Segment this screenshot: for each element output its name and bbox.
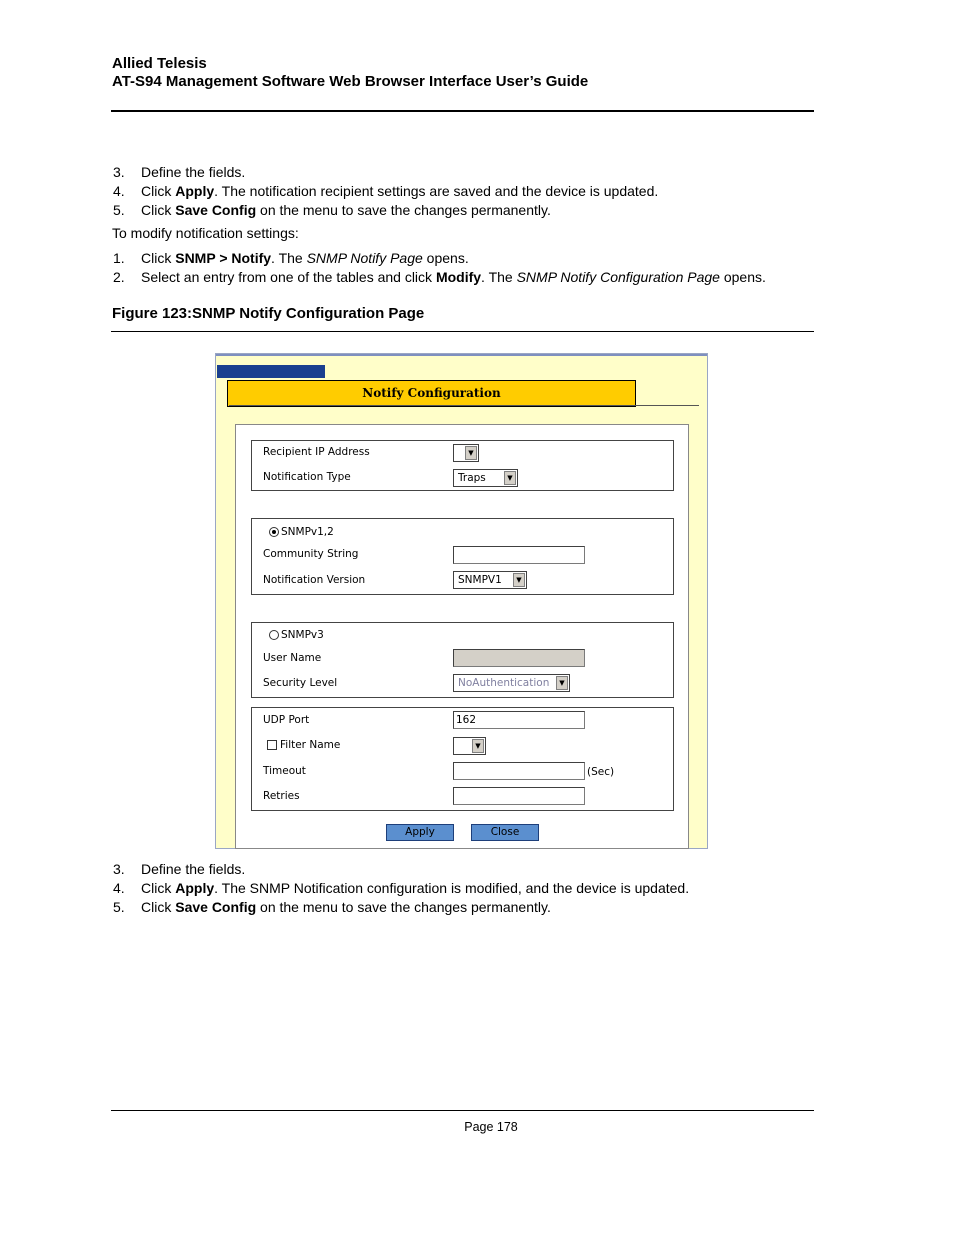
form-body — [235, 424, 689, 849]
community-string-input[interactable] — [453, 546, 585, 564]
snmpv3-label: SNMPv3 — [281, 629, 324, 641]
retries-label: Retries — [263, 790, 300, 802]
bold-term: Apply — [175, 880, 215, 896]
security-level-select[interactable] — [453, 674, 570, 692]
user-name-input[interactable] — [453, 649, 585, 667]
notification-type-value: Traps — [458, 472, 486, 484]
timeout-unit: (Sec) — [587, 766, 615, 778]
notification-version-select[interactable] — [453, 571, 527, 589]
bold-term: Apply — [175, 183, 215, 199]
step-text — [141, 861, 245, 877]
text-run: Click — [141, 899, 176, 915]
italic-term: SNMP Notify Configuration Page — [516, 269, 720, 285]
community-string-label: Community String — [263, 548, 359, 560]
step-number: 4. — [113, 183, 125, 199]
snmpv12-group — [251, 518, 674, 595]
bold-term: SNMP > Notify — [175, 250, 272, 266]
guide-title: AT-S94 Management Software Web Browser Interface User’s Guide — [112, 73, 589, 90]
filter-name-checkbox[interactable] — [267, 740, 277, 750]
snmpv12-radio[interactable] — [269, 527, 279, 537]
chevron-down-icon: ▼ — [513, 573, 525, 587]
recipient-ip-label: Recipient IP Address — [263, 446, 370, 458]
security-level-label: Security Level — [263, 677, 338, 689]
udp-port-label: UDP Port — [263, 714, 310, 726]
step-text — [141, 183, 658, 199]
snmpv12-radio-row[interactable] — [269, 526, 334, 538]
timeout-input[interactable] — [453, 762, 585, 780]
page-number: Page 178 — [464, 1120, 518, 1134]
text-run: Click — [141, 202, 176, 218]
text-run: Define the fields. — [141, 164, 246, 180]
recipient-group — [251, 440, 674, 491]
notification-version-label: Notification Version — [263, 574, 366, 586]
chevron-down-icon: ▼ — [556, 676, 568, 690]
bold-term: Modify — [435, 269, 482, 285]
timeout-label: Timeout — [263, 765, 306, 777]
step-number: 4. — [113, 880, 125, 896]
text-run: Define the fields. — [141, 861, 246, 877]
step-number: 3. — [113, 164, 125, 180]
filter-name-label: Filter Name — [280, 739, 341, 751]
user-name-label: User Name — [263, 652, 322, 664]
text-run: on the menu to save the changes permanently. — [256, 202, 551, 218]
text-run: Click — [141, 880, 176, 896]
text-run: opens. — [422, 250, 469, 266]
notification-type-select[interactable] — [453, 469, 518, 487]
text-run: . The SNMP Notification configuration is modified, and the device is updated. — [214, 880, 690, 896]
chevron-down-icon: ▼ — [472, 739, 484, 753]
text-run: . The notification recipient settings are saved and the device is updated. — [214, 183, 659, 199]
panel-top-border — [216, 354, 707, 356]
figure-caption: Figure 123:SNMP Notify Configuration Page — [112, 305, 425, 322]
step-text — [141, 880, 689, 896]
close-button[interactable]: Close — [471, 824, 539, 841]
udp-port-input[interactable]: 162 — [453, 711, 585, 729]
figure-rule — [111, 331, 814, 332]
header-rule — [111, 110, 814, 112]
step-text — [141, 269, 766, 285]
snmpv3-radio-row[interactable] — [269, 629, 324, 641]
text-run: Click — [141, 183, 176, 199]
footer-rule — [111, 1110, 814, 1111]
bold-term: Save Config — [175, 202, 257, 218]
step-number: 5. — [113, 202, 125, 218]
title-divider — [229, 405, 699, 406]
step-number: 1. — [113, 250, 125, 266]
security-level-value: NoAuthentication — [458, 677, 550, 689]
notification-version-value: SNMPV1 — [458, 574, 502, 586]
retries-input[interactable] — [453, 787, 585, 805]
italic-term: SNMP Notify Page — [306, 250, 423, 266]
transport-group — [251, 707, 674, 811]
apply-button[interactable]: Apply — [386, 824, 454, 841]
filter-name-row[interactable] — [267, 739, 340, 751]
step-number: 5. — [113, 899, 125, 915]
step-text — [141, 202, 551, 218]
step-text — [141, 164, 245, 180]
snmpv3-radio[interactable] — [269, 630, 279, 640]
notify-config-screenshot — [215, 353, 708, 849]
text-run: Select an entry from one of the tables and click — [141, 269, 436, 285]
company-name: Allied Telesis — [112, 55, 207, 72]
step-text — [141, 250, 469, 266]
form-title: Notify Configuration — [227, 380, 636, 407]
text-run: Click — [141, 250, 176, 266]
filter-name-select[interactable] — [453, 737, 486, 755]
bold-term: Save Config — [175, 899, 257, 915]
snmpv3-group — [251, 622, 674, 698]
panel-tab-strip — [217, 365, 325, 378]
recipient-ip-select[interactable] — [453, 444, 479, 462]
modify-intro: To modify notification settings: — [112, 225, 299, 241]
chevron-down-icon: ▼ — [465, 446, 477, 460]
notification-type-label: Notification Type — [263, 471, 351, 483]
step-text — [141, 899, 551, 915]
text-run: . The — [271, 250, 307, 266]
text-run: on the menu to save the changes permanently. — [256, 899, 551, 915]
step-number: 2. — [113, 269, 125, 285]
snmpv12-label: SNMPv1,2 — [281, 526, 334, 538]
step-number: 3. — [113, 861, 125, 877]
text-run: . The — [481, 269, 517, 285]
text-run: opens. — [719, 269, 766, 285]
chevron-down-icon: ▼ — [504, 471, 516, 485]
